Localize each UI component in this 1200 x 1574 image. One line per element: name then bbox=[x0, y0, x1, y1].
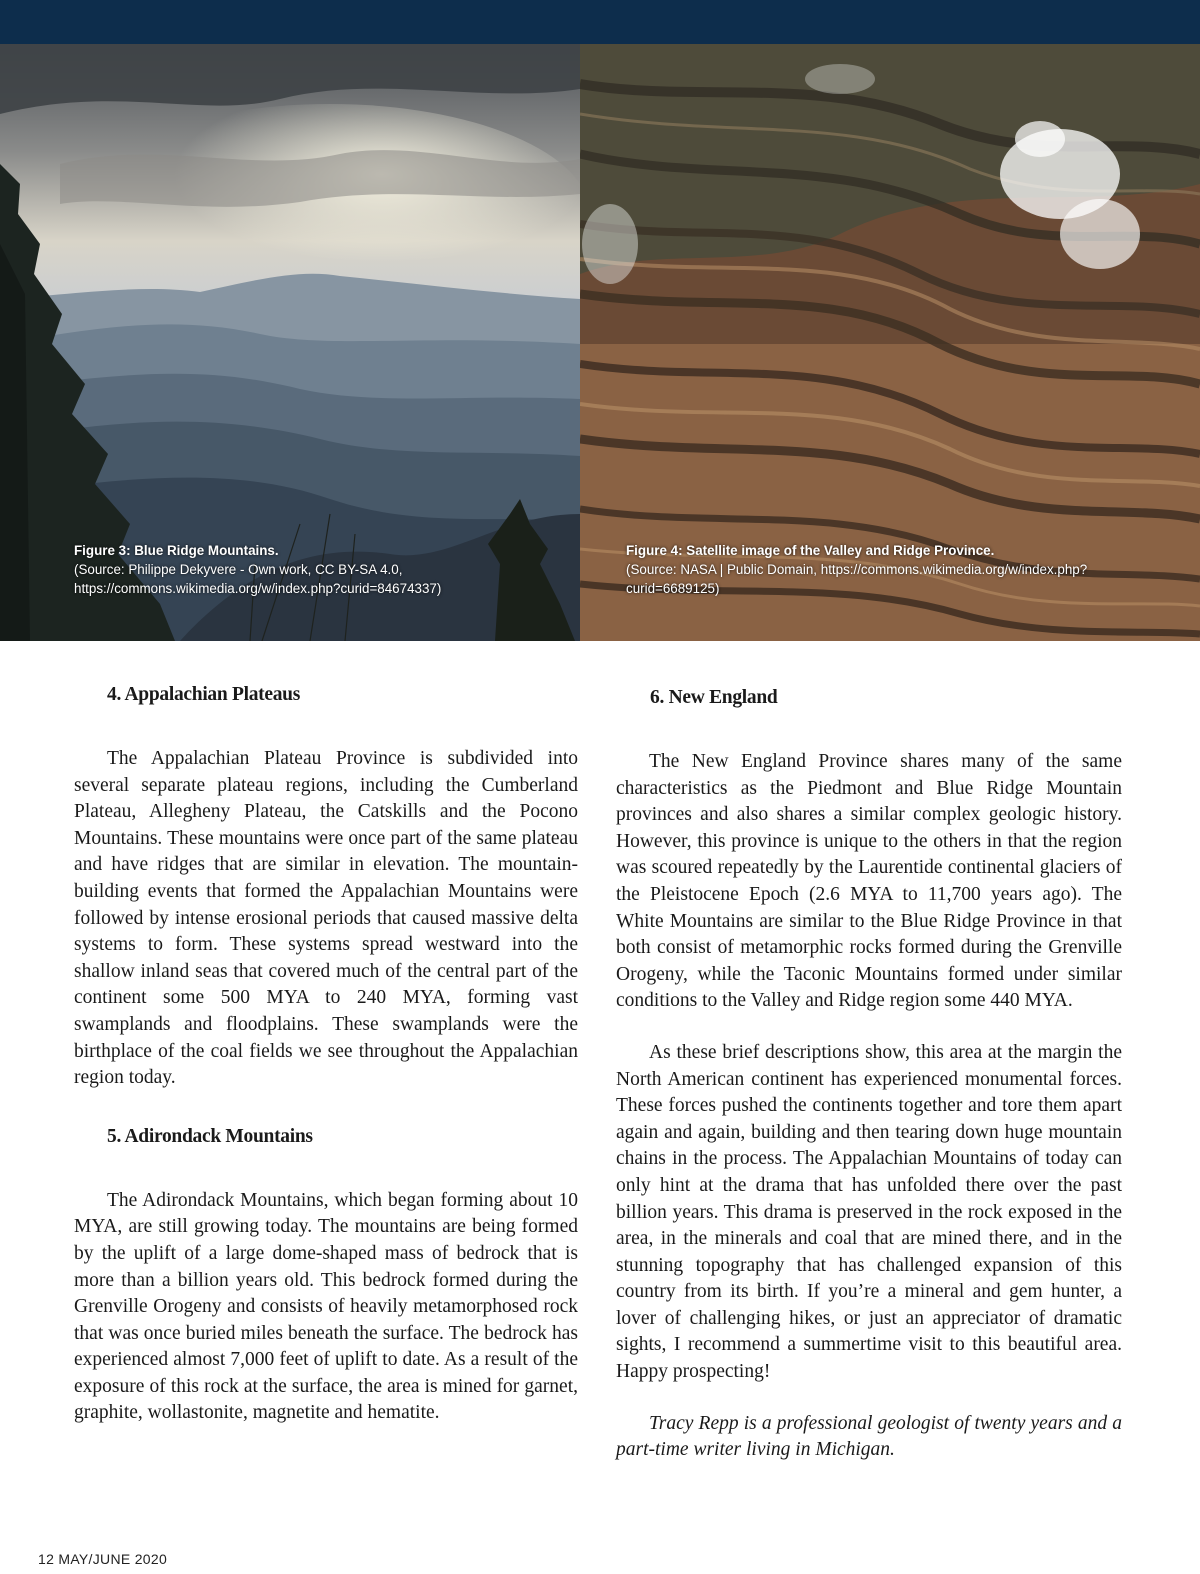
figure-4-source: (Source: NASA | Public Domain, https://commons.wikimedia.org/w/index.php?curid=6689125) bbox=[626, 562, 1088, 596]
figure-4-title: Figure 4: Satellite image of the Valley and Ridge Province. bbox=[626, 543, 995, 558]
figure-3-caption bbox=[74, 541, 544, 598]
figure-4-caption bbox=[626, 541, 1116, 598]
section-body-new-england: The New England Province shares many of the same characteristics as the Piedmont and Blue Ridge Mountain provinces and also shares a similar complex geologic history. However, this province is unique to the others in that the region was scoured repeatedly by the Laurentide continental glaciers of the Pleistocene Epoch (2.6 MYA to 11,700 years ago). The White Mountains are similar to the Blue Ridge Province in that both consist of metamorphic rocks formed during the Grenville Orogeny, while the Taconic Mountains formed under similar conditions to the Valley and Ridge region some 440 MYA. bbox=[616, 751, 1122, 1012]
page-footer: 12 MAY/JUNE 2020 bbox=[38, 1551, 168, 1567]
figure-3-source: (Source: Philippe Dekyvere - Own work, CC BY-SA 4.0, https://commons.wikimedia.org/w/index.php?curid=84674337) bbox=[74, 562, 442, 596]
header-band bbox=[0, 0, 1200, 44]
section-heading-new-england: 6. New England bbox=[650, 687, 778, 708]
section-body-plateaus: The Appalachian Plateau Province is subdivided into several separate plateau regions, including the Cumberland Plateau, Allegheny Plateau, the Catskills and the Pocono Mountains. These mountains were once part of the same plateau and have ridges that are similar in elevation. The mountain-building events that formed the Appalachian Mountains were followed by intense erosional periods that caused massive delta systems to form. These systems spread westward into the shallow inland seas that covered much of the central part of the continent some 500 MYA to 240 MYA, forming vast swamplands and floodplains. These swamplands were the birthplace of the coal fields we see throughout the Appalachian region today. bbox=[74, 748, 578, 1089]
left-column bbox=[74, 680, 578, 1427]
section-heading-plateaus: 4. Appalachian Plateaus bbox=[107, 684, 301, 705]
right-column bbox=[616, 680, 1122, 1464]
closing-paragraph: As these brief descriptions show, this area at the margin the North American continent has experienced monumental forces. These forces pushed the continents together and tore them apart again and again, building and then tearing down huge mountain chains in the process. The Appalachian Mountains of today can only hint at the drama that has unfolded there over the past billion years. This drama is preserved in the rock exposed in the area, in the minerals and coal that are mined there, and in the stunning topography that has challenged expansion of this country from its birth. If you’re a mineral and gem hunter, a lover of challenging hikes, or just an appreciator of dramatic sights, I recommend a summertime visit to this beautiful area. Happy prospecting! bbox=[616, 1041, 1122, 1383]
section-heading-adirondack: 5. Adirondack Mountains bbox=[107, 1125, 313, 1147]
author-byline: Tracy Repp is a professional geologist of twenty years and a part-time writer living in Michigan. bbox=[616, 1412, 1122, 1461]
figure-3-title: Figure 3: Blue Ridge Mountains. bbox=[74, 543, 279, 558]
section-body-adirondack: The Adirondack Mountains, which began forming about 10 MYA, are still growing today. The mountains are being formed by the uplift of a large dome-shaped mass of bedrock that is more than a billion years old. This bedrock formed during the Grenville Orogeny and consists of heavily metamorphosed rock that was once buried miles beneath the surface. The bedrock has experienced almost 7,000 feet of uplift to date. As a result of the exposure of this rock at the surface, the area is mined for garnet, graphite, wollastonite, magnetite and hematite. bbox=[74, 1189, 578, 1424]
